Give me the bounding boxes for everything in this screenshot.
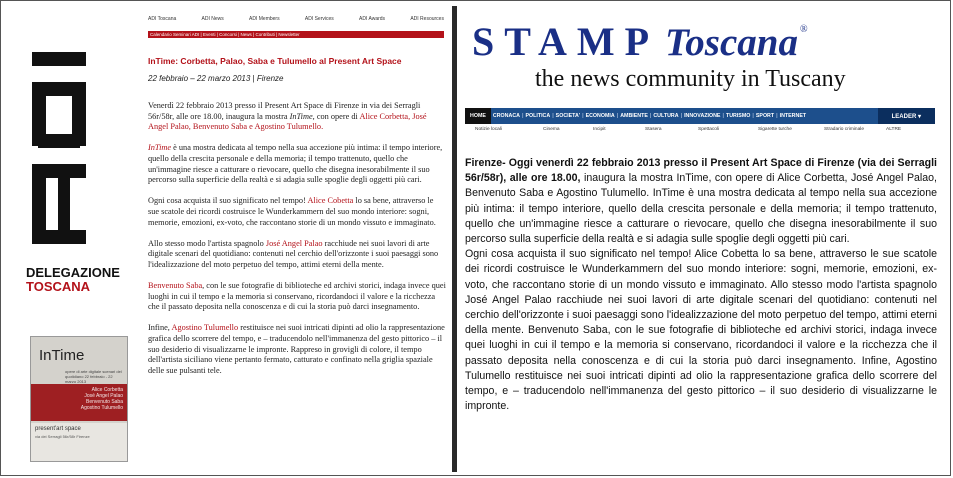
stamp-tagline: the news community in Tuscany [535,66,846,92]
paragraph: Ogni cosa acquista il suo significato nel tempo! Alice Cobetta lo sa bene, attraverso le sue scatole dei ricordi costruisce le Wunderkammern del suo mondo interiore: sogni, memorie, emozioni, ex-voto, che raccontano storie di un mondo vissuto e immaginato. Allo stesso modo l'artista spagnolo José Angel Palao racchiude nei suoi lavori di arte digitale scenari del quotidiano: contenuti nel cerchio dell'orizzonte i suoi paesaggi sono l'idealizzazione del moto perpetuo del tempo, attimi eterni della mente. Benvenuto Saba, con le sue fotografie di biblioteche ed archivi storici, indaga invece quei luoghi in cui il tempo e la memoria si conservano, ricordandoci il valore e la ricchezza che il passato deposita nella conoscenza e di cui la storia può darci insegnamento. Infine, Agostino Tulumello restituisce nei suoi intricati dipinti ad olio la rappresentazione grafica dello scorrere del tempo, e – traducendolo nell'immanenza del gesto pittorico – il suo desiderio di visualizzarne le impronte. [465,248,937,413]
delegation-line2: TOSCANA [26,279,91,294]
stamp-brand-toscana: Toscana [665,21,798,64]
subnav-item[interactable]: ALTRE [886,127,902,132]
article-date-range: 22 febbraio – 22 marzo 2013 [148,74,251,83]
paragraph [148,281,446,313]
nav-item[interactable]: CULTURA [653,113,679,119]
nav-separator: | [752,113,754,119]
text: Allo stesso modo l'artista spagnolo [148,238,266,248]
exhibition-poster[interactable] [30,336,128,462]
delegation-label [26,266,120,294]
nav-item[interactable]: POLITICA [525,113,551,119]
stamp-article-body [465,156,937,414]
text: Ogni cosa acquista il suo significato nel tempo! [148,196,308,206]
nav-item[interactable]: TURISMO [725,113,751,119]
exhibit-name: InTime [289,111,313,121]
adi-nav-item[interactable]: ADI Awards [359,16,386,22]
subnav-item[interactable]: Stasera [645,127,662,132]
adi-nav-item[interactable]: ADI News [201,16,224,22]
text: inaugura la mostra InTime, con opere di Alice Corbetta, José Angel Palao, Benvenuto Saba e Agostino Tulumello. InTime è una mostra dedicata al tempo nella sua accezione più intima: il tempo interiore, quello della crescita personale e della memoria; il tempo trattenuto, quello che un'immagine riesce a catturare o rievocare, quello che disegna inesorabilmente il suo percorso sulla superficie della realtà e si adagia sulle spoglie degli oggetti più cari. [465,172,937,246]
nav-separator: | [582,113,584,119]
article-title: InTime: Corbetta, Palao, Saba e Tulumello al Present Art Space [148,56,402,66]
adi-nav-item[interactable]: ADI Resources [410,16,444,22]
adi-nav-item[interactable]: ADI Services [304,16,334,22]
nav-separator: | [776,113,778,119]
stamp-brand: STAMP [472,19,660,64]
delegation-line1: DELEGAZIONE [26,265,120,280]
adi-article-body [148,101,446,387]
poster-artist: Alice Corbetta [91,387,123,393]
nav-item[interactable]: ECONOMIA [585,113,615,119]
poster-artists [81,387,123,411]
panel-divider [452,6,457,472]
text: restituisce nei suoi intricati dipinti ad olio la rappresentazione grafica dello scorrere del tempo, e – traducendolo nell'immanenza del gesto pittorico – il suo desiderio di visualizzarne le impronte. Rappreso in grovigli di colore, il tempo dell'artista siciliano viene pertanto fermato, catturato e confinato nella griglia spaziale delle sue pulsanti tele. [148,323,445,375]
nav-item[interactable]: INTERNET [779,113,807,119]
nav-home[interactable]: HOME [465,108,491,124]
text: , con opere di [312,111,360,121]
poster-artist: José Angel Palao [84,393,123,399]
stamp-main-nav [465,108,935,124]
text: lo sa bene, attraverso le sue scatole dei ricordi costruisce le Wunderkammern del suo mondo interiore: sogni, memorie, emozioni, ex-voto, che raccontano storie di un mondo vissuto e immaginato. [148,196,436,227]
nav-leader-dropdown[interactable]: LEADER ▾ [878,108,935,124]
registered-mark: ® [799,24,808,35]
adi-nav-item[interactable]: ADI Toscana [148,16,177,22]
artist-link[interactable]: José Angel Palao [265,238,323,248]
paragraph [148,196,446,228]
poster-artist: Benvenuto Saba [86,399,123,405]
artist-link[interactable]: Benvenuto Saba [148,281,203,291]
adi-nav-item[interactable]: ADI Members [249,16,280,22]
nav-separator: | [680,113,683,119]
paragraph [148,239,446,271]
text: , con le sue fotografie di biblioteche ed archivi storici, indaga invece quei luoghi in cui il tempo e la memoria si conservano, ricordandoci il valore e la ricchezza che il passato deposita nella conoscenza e di cui la storia può darci insegnamento. [148,281,446,312]
artist-link[interactable]: Agostino Tulumello [171,323,239,333]
nav-item[interactable]: CRONACA [492,113,520,119]
nav-item[interactable]: AMBIENTE [620,113,648,119]
poster-subtitle: opere di arte digitale scenari del quotidiano 22 febbraio - 22 marzo 2013 [65,369,122,384]
lead-text: Firenze- Oggi venerdì 22 febbraio 2013 presso il Present Art Space di Firenze (via dei Serragli 56r/58r), alle ore 18.00, [465,157,937,185]
adi-top-nav [148,16,444,22]
subnav-item[interactable]: Spettacoli [698,127,720,132]
article-date: 22 febbraio – 22 marzo 2013 | Firenze [148,74,284,83]
nav-item[interactable]: SOCIETA' [555,113,581,119]
subnav-item[interactable]: Cinema [543,127,560,132]
subnav-item[interactable]: Incipit [593,127,606,132]
artists-link[interactable]: Alice Corbetta, José Angel Palao, Benvenuto Saba e Agostino Tulumello. [148,111,427,132]
subnav-item[interactable]: Sigarette turche [758,127,792,132]
artist-link[interactable]: Alice Cobetta [307,196,354,206]
nav-item[interactable]: SPORT [755,113,775,119]
subnav-item[interactable]: Notizie locali [475,127,502,132]
nav-separator: | [552,113,554,119]
nav-separator: | [521,113,524,119]
paragraph [148,101,446,133]
nav-separator: | [722,113,724,119]
poster-title: InTime [39,347,85,364]
paragraph [465,156,937,247]
paragraph [148,143,446,185]
adi-sub-nav[interactable]: Calendario Seminari ADI | Eventi | Concorsi | News | Contributi | Newsletter [148,31,444,38]
poster-space: present'art space [35,426,81,432]
poster-artist: Agostino Tulumello [80,405,123,411]
nav-separator: | [616,113,619,119]
subnav-item[interactable]: Stradario criminale [824,127,864,132]
article-place: Firenze [256,74,284,83]
adi-logo [8,40,86,250]
exhibit-name: InTime [148,143,172,153]
text: è una mostra dedicata al tempo nella sua accezione più intima: il tempo interiore, quello della crescita personale e della memoria; il tempo trattenuto, quello che un'immagine riesce a catturare o rievocare, quello che disegna inesorabilmente il suo percorso sulla superficie della realtà e si adagia sulle spoglie degli oggetti più cari. [148,143,443,185]
text: racchiude nei suoi lavori di arte digitale scenari del quotidiano: contenuti nel cerchio dell'orizzonte i suoi paesaggi sono l'idealizzazione del moto perpetuo del tempo, attimi eterni della mente. [148,238,439,269]
poster-address: via dei Serragli 56r/58r Firenze [35,434,90,439]
text: Infine, [148,323,172,333]
nav-item[interactable]: INNOVAZIONE [684,113,721,119]
text: Venerdì 22 febbraio 2013 presso il Present Art Space di Firenze in via dei Serragli 56r/58r, alle ore 18.00, inaugura la mostra [148,101,421,121]
paragraph [148,323,446,376]
stamp-logo[interactable] [472,18,808,65]
nav-separator: | [649,113,652,119]
